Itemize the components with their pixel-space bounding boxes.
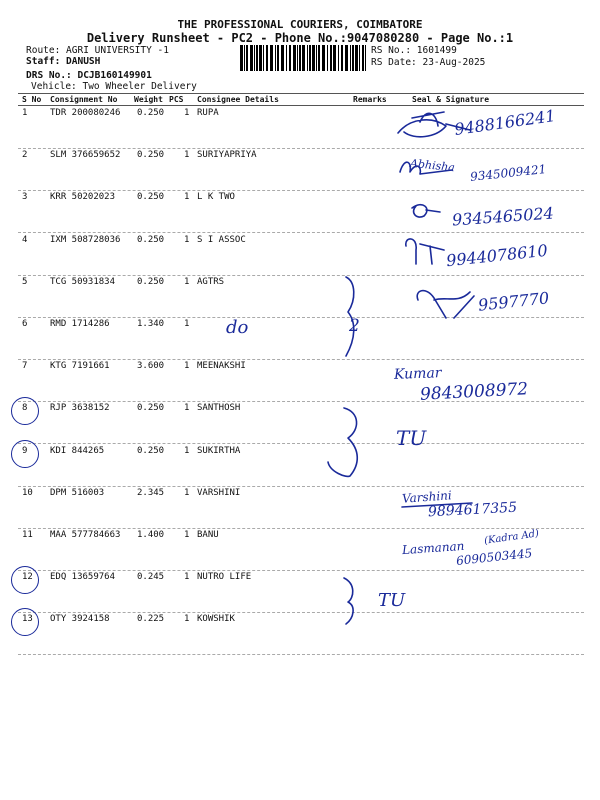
- barcode-bar: [240, 45, 243, 71]
- handwritten-mark-6: do: [226, 317, 249, 338]
- row-consignment-no: RJP 3638152: [50, 403, 110, 414]
- sno-circle-mark: [11, 397, 39, 425]
- barcode-bar: [365, 45, 366, 71]
- row-sno: 6: [22, 319, 28, 329]
- row-consignee: VARSHINI: [197, 487, 241, 498]
- barcode-bar: [297, 45, 298, 71]
- sno-text: 13: [22, 614, 33, 625]
- barcode-bar: [281, 45, 284, 71]
- col-consignee: Consignee Details: [197, 95, 279, 104]
- barcode-bar: [362, 45, 364, 71]
- row-pcs: 1: [184, 192, 190, 203]
- row-pcs: 1: [184, 614, 190, 625]
- row-sno: [22, 572, 33, 582]
- barcode-bar: [299, 45, 301, 71]
- sno-text: 12: [22, 572, 33, 583]
- row-consignee: S I ASSOC: [197, 234, 246, 245]
- row-sno: 7: [22, 361, 28, 372]
- barcode-bar: [270, 45, 273, 71]
- row-sno: 2: [22, 150, 28, 161]
- col-sno: S No: [22, 95, 42, 104]
- row-sno: 5: [22, 276, 28, 287]
- row-consignment-no: KTG 7191661: [50, 361, 110, 372]
- row-weight: 2.345: [137, 487, 165, 498]
- row-consignee: RUPA: [197, 108, 219, 118]
- handwritten-phone-4: 9944078610: [445, 240, 549, 271]
- row-consignment-no: IXM 508728036: [50, 234, 121, 245]
- row-sno: 11: [22, 530, 33, 540]
- barcode-bar: [350, 45, 351, 71]
- row-consignment-no: TDR 200080246: [50, 108, 121, 118]
- row-weight: 0.250: [137, 445, 165, 456]
- row-consignment-no: DPM 516003: [50, 487, 105, 498]
- barcode-image: [240, 45, 366, 71]
- barcode-bar: [266, 45, 268, 71]
- row-consignment-no: KRR 50202023: [50, 192, 116, 203]
- row-weight: 0.245: [137, 572, 165, 583]
- remark-number-2: 2: [349, 316, 360, 336]
- route-label: Route: AGRI UNIVERSITY -1: [26, 45, 169, 56]
- row-weight: 0.250: [137, 276, 165, 287]
- row-weight: 0.225: [137, 614, 165, 625]
- table-row: [18, 612, 584, 655]
- barcode-bar: [330, 45, 332, 71]
- row-sno: [22, 403, 27, 413]
- col-pcs: PCS: [169, 95, 184, 104]
- barcode-bar: [254, 45, 255, 71]
- row-consignee: AGTRS: [197, 276, 225, 287]
- rs-number: RS No.: 1601499: [371, 45, 457, 56]
- barcode-bar: [275, 45, 276, 71]
- row-weight: 0.250: [137, 150, 165, 161]
- handwritten-name-10: Varshini: [401, 488, 453, 506]
- barcode-bar: [312, 45, 315, 71]
- barcode-bar: [244, 45, 245, 71]
- handwritten-initials-8-9: TU: [396, 426, 427, 450]
- row-consignment-no: OTY 3924158: [50, 614, 110, 625]
- barcode-bar: [259, 45, 262, 71]
- row-consignee: BANU: [197, 530, 219, 540]
- handwritten-phone-10: 9894617355: [427, 499, 518, 521]
- row-consignee: SUKIRTHA: [197, 445, 241, 456]
- sno-circle-mark: [11, 566, 39, 594]
- barcode-bar: [246, 45, 248, 71]
- barcode-bar: [333, 45, 336, 71]
- handwritten-phone-7: 9843008972: [419, 379, 529, 405]
- table-row: [18, 570, 584, 613]
- handwritten-name-11: Lasmanan: [401, 538, 465, 558]
- staff-label: Staff: DANUSH: [26, 56, 101, 67]
- row-pcs: 1: [184, 403, 190, 414]
- handwritten-name-7: Kumar: [393, 365, 442, 383]
- sno-text: 9: [22, 445, 28, 456]
- table-row: [18, 444, 584, 487]
- row-weight: 0.250: [137, 234, 165, 245]
- row-pcs: 1: [184, 234, 190, 245]
- barcode-bar: [327, 45, 328, 71]
- row-consignee: KOWSHIK: [197, 614, 235, 625]
- row-pcs: 1: [184, 150, 190, 161]
- row-pcs: 1: [184, 276, 190, 287]
- handwritten-initials-12-13: TU: [378, 590, 406, 611]
- row-weight: 0.250: [137, 192, 165, 203]
- col-consignment: Consignment No: [50, 95, 118, 104]
- barcode-bar: [250, 45, 253, 71]
- barcode-bar: [352, 45, 354, 71]
- row-weight: 3.600: [137, 361, 165, 372]
- row-weight: 1.340: [137, 319, 165, 329]
- row-pcs: 1: [184, 487, 190, 498]
- row-pcs: 1: [184, 319, 190, 329]
- row-consignment-no: SLM 376659652: [50, 150, 121, 161]
- barcode-bar: [322, 45, 325, 71]
- barcode-bar: [302, 45, 305, 71]
- barcode-bar: [256, 45, 258, 71]
- row-consignee: NUTRO LIFE: [197, 572, 252, 583]
- row-sno: [22, 614, 33, 624]
- barcode-bar: [359, 45, 360, 71]
- barcode-bar: [345, 45, 348, 71]
- barcode-bar: [263, 45, 264, 71]
- row-consignment-no: KDI 844265: [50, 445, 105, 456]
- row-sno: [22, 446, 27, 456]
- row-weight: 1.400: [137, 530, 165, 540]
- row-sno: 1: [22, 108, 28, 118]
- barcode-bar: [318, 45, 320, 71]
- row-consignment-no: TCG 50931834: [50, 276, 116, 287]
- barcode-bar: [316, 45, 317, 71]
- row-consignee: MEENAKSHI: [197, 361, 246, 372]
- sheet-title: Delivery Runsheet - PC2 - Phone No.:9047080280 - Page No.:1: [86, 31, 514, 45]
- row-pcs: 1: [184, 530, 190, 540]
- rs-date: RS Date: 23-Aug-2025: [371, 57, 486, 68]
- barcode-bar: [293, 45, 296, 71]
- drs-number: DRS No.: DCJB160149901: [26, 70, 152, 81]
- col-seal-signature: Seal & Signature: [412, 95, 490, 104]
- barcode-bar: [307, 45, 308, 71]
- barcode-bar: [286, 45, 287, 71]
- row-weight: 0.250: [137, 108, 165, 118]
- row-consignee: SANTHOSH: [197, 403, 241, 414]
- col-remarks: Remarks: [353, 95, 387, 104]
- col-weight: Weight: [134, 95, 163, 104]
- handwritten-phone-11: 6090503445: [455, 546, 533, 568]
- barcode-bar: [309, 45, 311, 71]
- table-row: [18, 401, 584, 444]
- barcode-bar: [289, 45, 291, 71]
- company-name: THE PROFESSIONAL COURIERS, COIMBATORE: [177, 18, 423, 31]
- sno-circle-mark: [11, 608, 39, 636]
- row-pcs: 1: [184, 108, 190, 118]
- sno-text: 8: [22, 403, 28, 414]
- row-weight: 0.250: [137, 403, 165, 414]
- row-consignee: L K TWO: [197, 192, 235, 203]
- row-consignment-no: MAA 577784663: [50, 530, 121, 540]
- sno-circle-mark: [11, 440, 39, 468]
- row-sno: 10: [22, 487, 33, 498]
- row-consignee: SURIYAPRIYA: [197, 150, 257, 161]
- row-pcs: 1: [184, 361, 190, 372]
- row-pcs: 1: [184, 445, 190, 456]
- header-top-rule: [18, 93, 584, 94]
- handwritten-phone-2: 9345009421: [469, 162, 547, 184]
- handwritten-name-2: Abhisha: [409, 156, 456, 175]
- handwritten-note-11: (Kadra Ad): [483, 528, 540, 547]
- row-consignment-no: RMD 1714286: [50, 319, 110, 329]
- handwritten-phone-3: 9345465024: [451, 203, 555, 230]
- handwritten-phone-1: 9488166241: [453, 106, 557, 139]
- row-pcs: 1: [184, 572, 190, 583]
- table-row: [18, 317, 584, 360]
- vehicle-label: Vehicle: Two Wheeler Delivery: [31, 81, 197, 92]
- row-sno: 3: [22, 192, 28, 203]
- row-consignment-no: EDQ 13659764: [50, 572, 116, 583]
- row-sno: 4: [22, 234, 28, 245]
- barcode-bar: [341, 45, 343, 71]
- barcode-bar: [277, 45, 279, 71]
- handwritten-phone-5: 9597770: [477, 288, 551, 315]
- barcode-bar: [355, 45, 358, 71]
- barcode-bar: [338, 45, 339, 71]
